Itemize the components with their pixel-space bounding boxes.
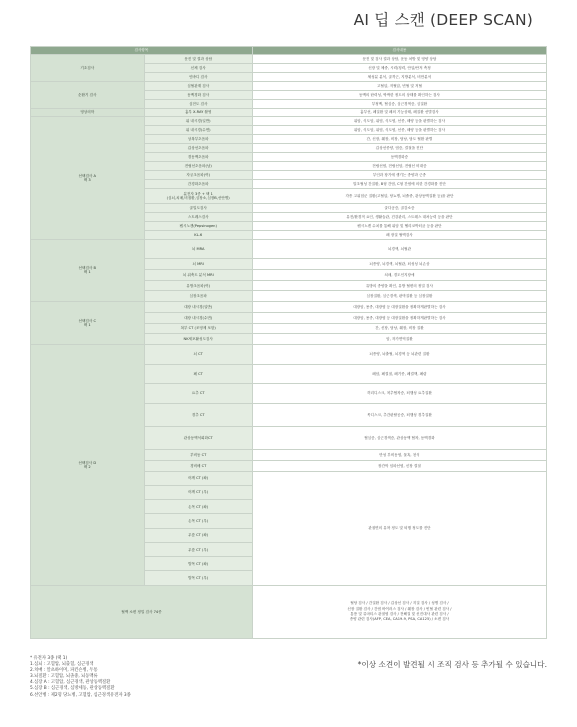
item-desc: 고혈압, 저혈압, 빈혈 및 저혈	[252, 81, 546, 90]
item-desc: 뇌종양, 뇌경색, 뇌혈관, 퇴성성 뇌손상	[252, 259, 546, 270]
item-name: 상복부초음파	[144, 135, 252, 144]
item-name: 대장 내시경(수면)	[144, 312, 252, 323]
item-name: 동맥경화 검사	[144, 90, 252, 99]
item-desc: 허리디스크, 척추협착증, 퇴행성 요추질환	[252, 384, 546, 404]
item-name: 요추 CT	[144, 384, 252, 404]
item-name: 경추 CT	[144, 403, 252, 426]
table-header-row	[31, 47, 547, 55]
item-desc: 부정맥, 협심증, 심근경색증, 심질환	[252, 99, 546, 108]
item-name: 인바디 검사	[144, 72, 252, 81]
item-name: 펩시노겐(Pepsinogen)	[144, 221, 252, 230]
item-desc: 목디스크, 추간판탈공증, 퇴행성 경추질환	[252, 403, 546, 426]
page-title: AI 딥 스캔 (DEEP SCAN)	[353, 11, 533, 29]
blood-test-name: 혈액 소변 정밀 검사 74종	[31, 585, 253, 638]
blood-test-desc: 혈당 검사 / 간질환 검사 / 갑상선 검사 / 지질 검사 / 성병 검사 / 신장 질환 검사 / 간염 바이러스 검사 / 췌장 검사 / 빈혈 관련 검사 / 통풍 및 류마티스 관절염 검사 / 전해질 및 신진대사 관련 검사 / 종양 관련 검사(AFP, CEA, CA19-9, PSA, CA125) / 소변 검사	[252, 585, 546, 638]
gene-notes	[30, 656, 131, 699]
note-line: 6.선안병 : 제2형 당뇨병, 고혈압, 심근경색유전자 3종	[30, 692, 131, 698]
item-desc: 뇌경색, 뇌혈관	[252, 239, 546, 259]
item-desc: 문진 및 검사 결과 상담, 운동 처방 및 영양 상담	[252, 55, 546, 64]
item-desc: 위암, 식도암, 위염, 식도염, 선종, 헤양 등을 판별하는 검사	[252, 117, 546, 126]
item-desc: 신장 및 체중, 시력/청력, 안압/안저 측정	[252, 63, 546, 72]
table-body	[31, 55, 547, 639]
remark-text: *이상 소견이 발견될 시 조직 검사 등 추가될 수 있습니다.	[357, 660, 547, 669]
item-name: 폐 CT	[144, 364, 252, 384]
item-name: 스트레스검사	[144, 212, 252, 221]
item-desc: 위암, 식도암, 위염, 식도염, 선종, 헤양 등을 판별하는 검사	[252, 126, 546, 135]
note-line: 5.심장 B : 심근경색, 심방세동, 관상동맥질환	[30, 686, 115, 692]
item-desc: 갑상선종양, 염증, 결절을 진단	[252, 144, 546, 153]
item-name: 손목 CT (우)	[144, 514, 252, 528]
item-desc: 부인과 장기에 생기는 종양과 근종	[252, 170, 546, 179]
item-desc: 골다공증, 골감소증	[252, 204, 546, 213]
item-desc: 협심증, 심근경색증, 관상동맥 협착, 동맥경화	[252, 427, 546, 450]
item-desc: 만성 부비동염, 물혹, 천식	[252, 450, 546, 461]
table-row	[31, 344, 547, 364]
item-name: 문진 및 결과 상담	[144, 55, 252, 64]
item-name: 무릎 CT (우)	[144, 542, 252, 556]
item-name: 경동맥초음파	[144, 153, 252, 162]
item-name: 심전도 검사	[144, 99, 252, 108]
item-desc: 간, 신장, 담낭, 췌장, 비장 질환	[252, 323, 546, 334]
item-desc: 전립선염, 전립선암, 전립선 비대증	[252, 162, 546, 171]
item-name: 발목 CT (우)	[144, 571, 252, 585]
table-row	[31, 108, 547, 117]
item-desc: 동맥경화증	[252, 153, 546, 162]
item-desc: 각종 고위험군 질환(고혈압, 당뇨병, 뇌졸중, 관상동맥질환 등)을 판단	[252, 188, 546, 203]
item-name: 뇌 CT	[144, 344, 252, 364]
item-name: 뇌 위축도 분석 MRI	[144, 270, 252, 281]
item-name: 유방초음파(여)	[144, 280, 252, 291]
item-name: NK세포활성도검사	[144, 334, 252, 345]
table-row	[31, 302, 547, 313]
table-row	[31, 585, 547, 638]
group-name: 선택검사 D 택 2	[31, 344, 145, 585]
header-exam-item: 검사항목	[31, 47, 253, 55]
note-line: 3.뇌질환 : 고혈압, 뇌졸중, 뇌동맥류	[30, 674, 98, 680]
item-name: 골밀도검사	[144, 204, 252, 213]
item-name: 경비배 CT	[144, 460, 252, 471]
item-desc: 흉부선, 폐질환 및 폐의 기능상태, 폐질환 선별검사	[252, 108, 546, 117]
item-desc: 뇌종양, 뇌출혈, 뇌경색 등 뇌관련 질환	[252, 344, 546, 364]
item-desc: 관절면의 유착 정도 및 퇴행 정도를 진단	[252, 471, 546, 585]
item-name: 위 내시경(일반)	[144, 117, 252, 126]
note-line: 1.심뇌 : 고혈압, 뇌출혈, 심근경색	[30, 662, 94, 668]
item-name: KL-6	[144, 230, 252, 239]
group-name: 선택검사 C 택 1	[31, 302, 145, 345]
note-line: 4.심장 A : 고혈압, 심근경색, 관상동맥질환	[30, 680, 111, 686]
item-name: 대장 내시경(일반)	[144, 302, 252, 313]
item-desc: 간, 신장, 췌장, 비장, 담낭, 담도 혈환 판별	[252, 135, 546, 144]
table-row	[31, 117, 547, 126]
item-name: 어깨 CT (좌)	[144, 471, 252, 485]
item-name: 심혈관계 검사	[144, 81, 252, 90]
item-name: 전립선초음파(남)	[144, 162, 252, 171]
item-name: 손목 CT (좌)	[144, 500, 252, 514]
group-name: 선택검사 A 택 3	[31, 117, 145, 239]
item-name: 관상동맥석회화CT	[144, 427, 252, 450]
item-desc: 대장암, 용종, 대장염 등 대장질환을 정확하게판별하는 검사	[252, 302, 546, 313]
item-name: 어깨 CT (우)	[144, 485, 252, 499]
item-name: 분전자 3종 + 택 1 (심뇌,치매,비절환,심장소,심장B,선안병)	[144, 188, 252, 203]
item-desc: 장간막 임파선염, 신장 결절	[252, 460, 546, 471]
table-row	[31, 239, 547, 259]
group-name: 기초검사	[31, 55, 145, 82]
item-name: 위 내시경(수면)	[144, 126, 252, 135]
item-desc: 암, 자가면역질환	[252, 334, 546, 345]
item-desc: 유전/환경적 요인, 생활습관, 건강관리, 스트레스 대처능력 등을 판단	[252, 212, 546, 221]
item-desc: 동맥의 탄력성, 딱딱한 정도의 상태를 확인하는 검사	[252, 90, 546, 99]
table-row	[31, 81, 547, 90]
table-row	[31, 55, 547, 64]
note-line: 2.치매 : 알츠하이머, 파킨슨병, 두통	[30, 668, 98, 674]
item-desc: 폐 장질 혈액검사	[252, 230, 546, 239]
item-desc: 대장암, 용종, 대장염 등 대장질환을 정확하게판별하는 검사	[252, 312, 546, 323]
group-name: 영상의학	[31, 108, 145, 117]
item-name: 뇌 MRA	[144, 239, 252, 259]
item-name: 부비동 CT	[144, 450, 252, 461]
item-name: 흉부 X-RAY 촬영	[144, 108, 252, 117]
exam-table	[30, 46, 547, 639]
group-name: 선택검사 B 택 1	[31, 239, 145, 301]
group-name: 순환기 검사	[31, 81, 145, 108]
item-desc: 치매, 경도인지장애	[252, 270, 546, 281]
item-desc: 유방의 종양을 확인, 유방 혈변의 정밀 검사	[252, 280, 546, 291]
item-name: 무릎 CT (좌)	[144, 528, 252, 542]
item-desc: 심장질환, 심근경색, 판막질환 등 심장질환	[252, 291, 546, 302]
item-name: 발목 CT (좌)	[144, 557, 252, 571]
note-line: * 유전자 3종 (택 1)	[30, 656, 68, 661]
item-name: 복부 CT (조영제 포함)	[144, 323, 252, 334]
item-desc: 폐암, 폐결절, 폐기종, 폐결핵, 폐렴	[252, 364, 546, 384]
item-desc: 말초혈성 간질환, B형 간염, C형 간염에 의한 간경화를 진단	[252, 179, 546, 188]
item-name: 뇌 MRI	[144, 259, 252, 270]
item-desc: 체성분 분석, 골격근, 지방분석, 비만분석	[252, 72, 546, 81]
item-name: 자궁초음파(여)	[144, 170, 252, 179]
item-name: 심장초음파	[144, 291, 252, 302]
item-name: 간경화초음파	[144, 179, 252, 188]
item-name: 갑상선초음파	[144, 144, 252, 153]
item-desc: 펩시노겐 수치를 통해 위암 및 헬리코박터균 등을 판단	[252, 221, 546, 230]
item-name: 신체 검사	[144, 63, 252, 72]
header-exam-content: 검사내용	[252, 47, 546, 55]
